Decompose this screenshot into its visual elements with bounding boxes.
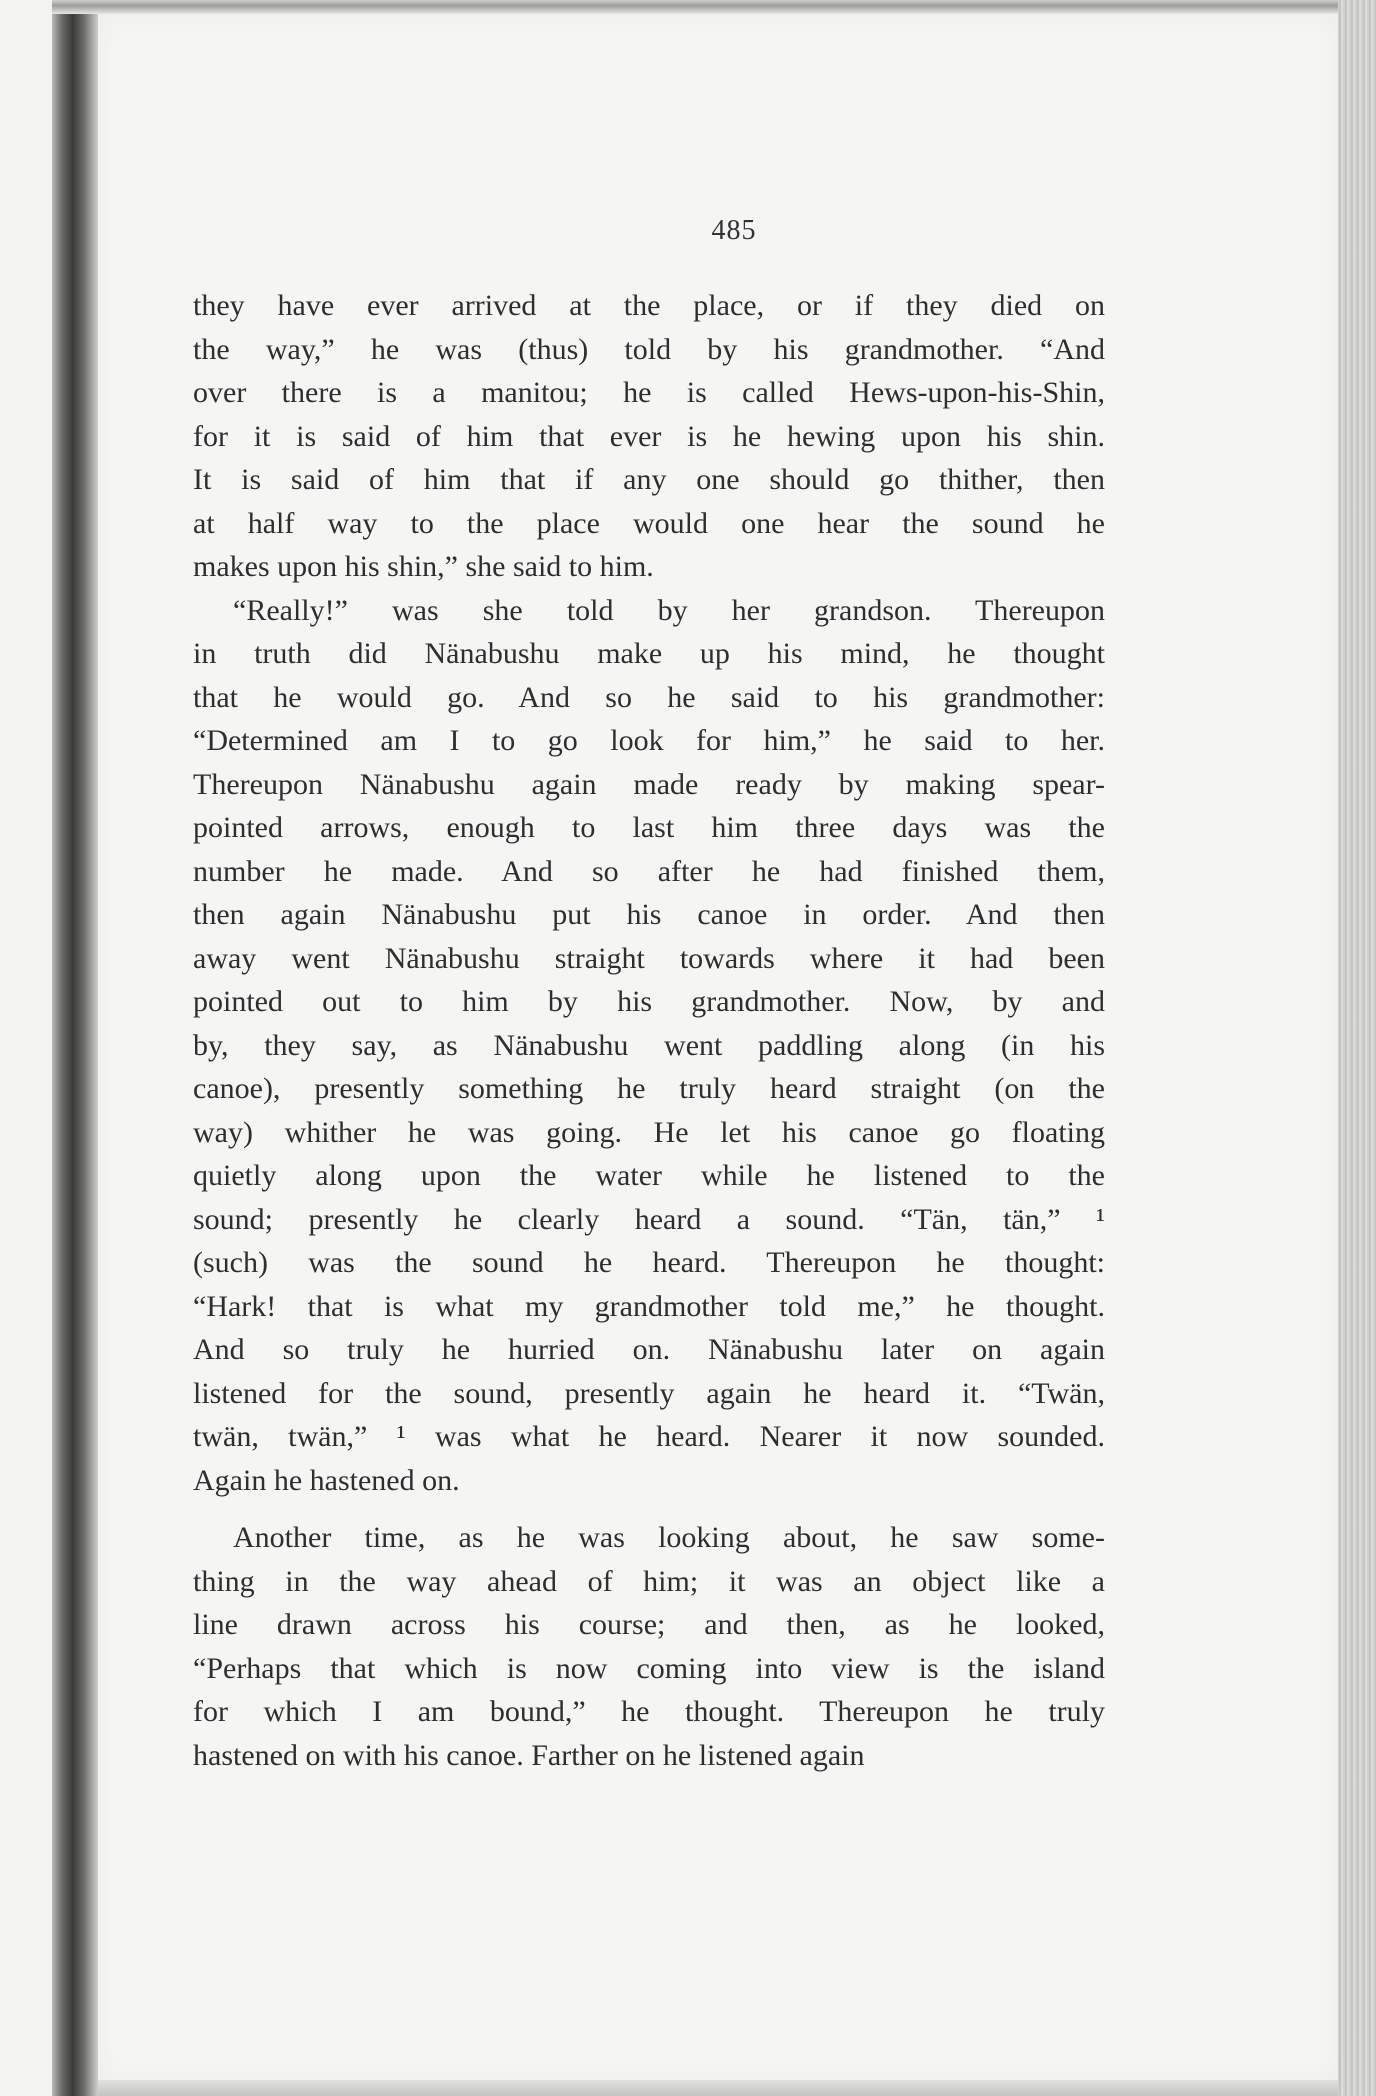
text-line: twän, twän,” ¹ was what he heard. Nearer it now sounded. [193, 1420, 1105, 1453]
text-line: way) whither he was going. He let his canoe go floating [193, 1115, 1105, 1149]
body-text [193, 284, 1105, 1777]
text-line: canoe), presently something he truly heard straight (on the [193, 1072, 1105, 1105]
text-line: makes upon his shin,” she said to him. [193, 550, 654, 583]
text-line: by, they say, as Nänabushu went paddling along (in his [193, 1028, 1105, 1062]
text-line: in truth did Nänabushu make up his mind, he thought [193, 637, 1105, 670]
text-line: “Hark! that is what my grandmother told me,” he thought. [193, 1289, 1105, 1323]
text-line: Again he hastened on. [193, 1463, 460, 1497]
text-line: It is said of him that if any one should go thither, then [193, 463, 1105, 496]
page-stack-edges [1338, 0, 1376, 2096]
text-line: they have ever arrived at the place, or if they died on [193, 289, 1105, 322]
text-line: pointed out to him by his grandmother. Now, by and [193, 985, 1105, 1018]
text-line: over there is a manitou; he is called Hews-upon-his-Shin, [193, 376, 1105, 409]
text-line: then again Nänabushu put his canoe in order. And then [193, 898, 1105, 931]
text-line: thing in the way ahead of him; it was an object like a [193, 1564, 1105, 1598]
text-line: number he made. And so after he had finished them, [193, 854, 1105, 888]
text-line: at half way to the place would one hear the sound he [193, 506, 1105, 540]
text-line: that he would go. And so he said to his grandmother: [193, 680, 1105, 714]
paragraph [193, 1516, 1105, 1777]
text-line: Thereupon Nänabushu again made ready by making spear- [193, 767, 1105, 801]
text-line: “Really!” was she told by her grandson. Thereupon [233, 593, 1105, 627]
text-line: Another time, as he was looking about, he saw some- [233, 1521, 1105, 1554]
text-line: for which I am bound,” he thought. Thereupon he truly [193, 1695, 1105, 1728]
left-page-margin [0, 0, 52, 2096]
text-line: pointed arrows, enough to last him three days was the [193, 811, 1105, 844]
text-line: “Determined am I to go look for him,” he said to her. [193, 724, 1105, 757]
text-line: sound; presently he clearly heard a sound. “Tän, tän,” ¹ [193, 1202, 1105, 1236]
page-top-edge [52, 0, 1342, 14]
page-bottom-edge [98, 2080, 1338, 2096]
paragraph [193, 284, 1105, 589]
book-binding [52, 0, 98, 2096]
text-line: listened for the sound, presently again he heard it. “Twän, [193, 1376, 1105, 1410]
text-line: away went Nänabushu straight towards where it had been [193, 941, 1105, 975]
text-line: for it is said of him that ever is he hewing upon his shin. [193, 419, 1105, 453]
paragraph [193, 589, 1105, 1503]
text-line: line drawn across his course; and then, as he looked, [193, 1608, 1105, 1641]
page-number: 485 [711, 215, 757, 246]
text-line: And so truly he hurried on. Nänabushu later on again [193, 1333, 1105, 1366]
text-line: (such) was the sound he heard. Thereupon he thought: [193, 1246, 1105, 1279]
text-line: the way,” he was (thus) told by his grandmother. “And [193, 332, 1105, 366]
paragraph-gap [193, 1502, 1105, 1516]
text-line: “Perhaps that which is now coming into view is the island [193, 1651, 1105, 1685]
text-line: hastened on with his canoe. Farther on he listened again [193, 1738, 865, 1772]
text-line: quietly along upon the water while he listened to the [193, 1159, 1105, 1192]
